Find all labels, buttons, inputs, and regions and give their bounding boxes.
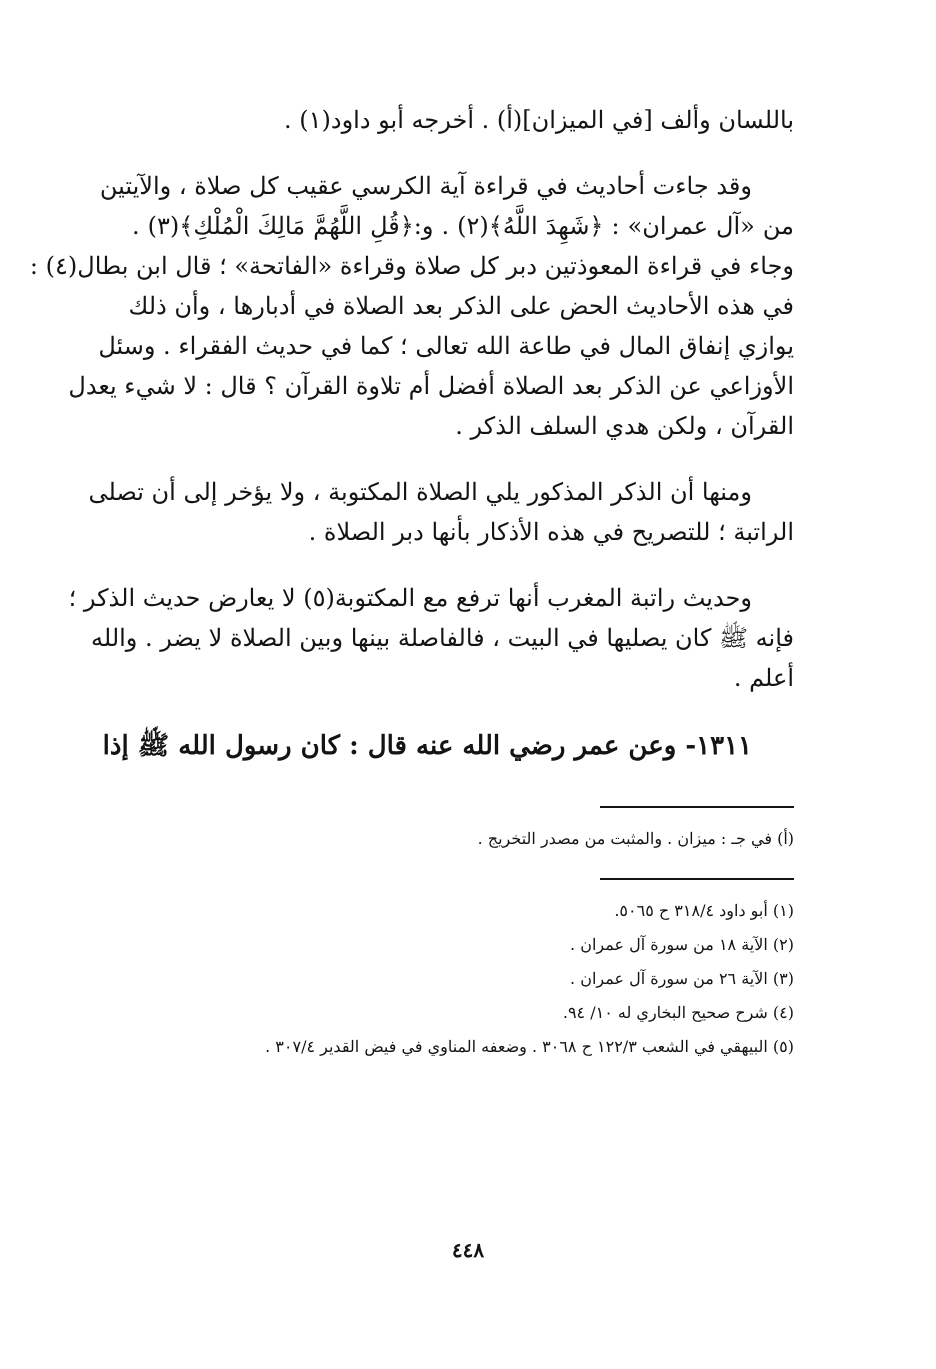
text-line: من «آل عمران» : ﴿شَهِدَ اللَّهُ﴾(٢) . و:﴿قُلِ اللَّهُمَّ مَالِكَ الْمُلْكِ﴾(٣) . — [132, 212, 794, 240]
paragraph-ayat-al-kursi — [29, 166, 794, 446]
text-line: أعلم . — [733, 664, 794, 692]
footnote-divider-bottom — [600, 878, 794, 880]
hadith-heading: ١٣١١- وعن عمر رضي الله عنه قال : كان رسول الله ﷺ إذا — [102, 731, 752, 761]
footnote-list — [132, 894, 794, 1064]
text-line: باللسان وألف [في الميزان](أ) . أخرجه أبو داود(١) . — [284, 106, 794, 134]
footnote-item: (٣) الآية ٢٦ من سورة آل عمران . — [570, 969, 794, 988]
text-line: الأوزاعي عن الذكر بعد الصلاة أفضل أم تلاوة القرآن ؟ قال : لا شيء يعدل — [68, 372, 794, 400]
text-line: ومنها أن الذكر المذكور يلي الصلاة المكتوبة ، ولا يؤخر إلى أن تصلى — [88, 478, 752, 506]
footnote-item: (٢) الآية ١٨ من سورة آل عمران . — [570, 935, 794, 954]
text-line: وقد جاءت أحاديث في قراءة آية الكرسي عقيب كل صلاة ، والآيتين — [99, 172, 752, 200]
footnote-item: (١) أبو داود ٣١٨/٤ ح ٥٠٦٥. — [614, 901, 794, 920]
paragraph-dhikr-order — [88, 472, 794, 552]
text-line: وجاء في قراءة المعوذتين دبر كل صلاة وقراءة «الفاتحة» ؛ قال ابن بطال(٤) : — [29, 252, 794, 280]
text-line: فإنه ﷺ كان يصليها في البيت ، فالفاصلة بينها وبين الصلاة لا يضر . والله — [91, 624, 794, 652]
text-line: وحديث راتبة المغرب أنها ترفع مع المكتوبة(٥) لا يعارض حديث الذكر ؛ — [68, 584, 752, 612]
paragraph-maghrib-sunnah — [68, 578, 794, 698]
footnote-divider-top — [600, 806, 794, 808]
variant-footnote: (أ) في جـ : ميزان . والمثبت من مصدر التخريج . — [477, 829, 794, 848]
footnote-item: (٥) البيهقي في الشعب ١٢٢/٣ ح ٣٠٦٨ . وضعفه المناوي في فيض القدير ٣٠٧/٤ . — [265, 1037, 794, 1056]
text-line: الراتبة ؛ للتصريح في هذه الأذكار بأنها دبر الصلاة . — [308, 518, 794, 546]
page-body — [29, 100, 794, 1064]
text-line: يوازي إنفاق المال في طاعة الله تعالى ؛ كما في حديث الفقراء . وسئل — [98, 332, 794, 360]
text-line: في هذه الأحاديث الحض على الذكر بعد الصلاة في أدبارها ، وأن ذلك — [128, 292, 794, 320]
paragraph-continuation — [132, 100, 794, 140]
text-line: القرآن ، ولكن هدي السلف الذكر . — [455, 412, 794, 440]
footnote-item: (٤) شرح صحيح البخاري له ١٠/ ٩٤. — [562, 1003, 794, 1022]
page-number: ٤٤٨ — [451, 1238, 485, 1262]
